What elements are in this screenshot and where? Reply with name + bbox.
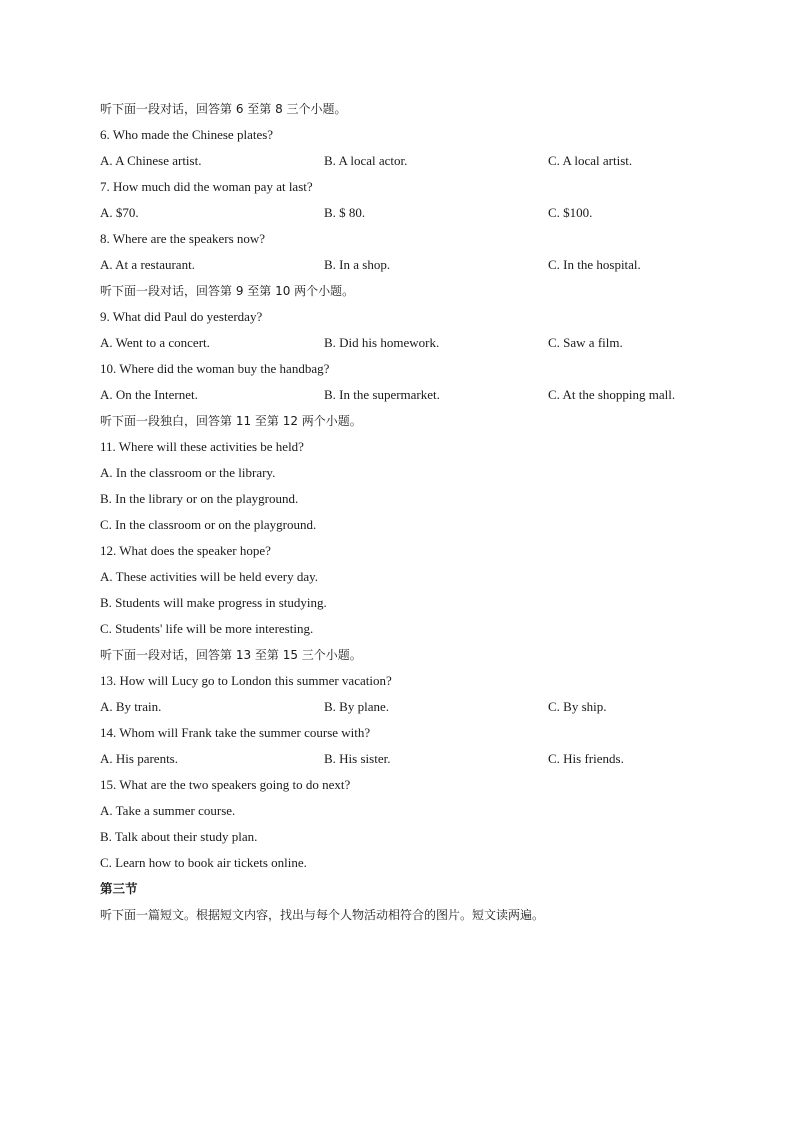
option-14-b: B. His sister. xyxy=(324,751,391,766)
question-14: 14. Whom will Frank take the summer course with? xyxy=(100,725,371,740)
option-11-c: C. In the classroom or on the playground. xyxy=(100,517,317,532)
option-6-a: A. A Chinese artist. xyxy=(100,153,202,168)
option-7-b: B. $ 80. xyxy=(324,205,366,220)
option-9-b: B. Did his homework. xyxy=(324,335,440,350)
question-6: 6. Who made the Chinese plates? xyxy=(100,127,274,142)
question-12: 12. What does the speaker hope? xyxy=(100,543,271,558)
option-10-c: C. At the shopping mall. xyxy=(548,387,676,402)
option-15-b: B. Talk about their study plan. xyxy=(100,829,258,844)
option-12-c: C. Students' life will be more interesting. xyxy=(100,621,314,636)
question-11: 11. Where will these activities be held? xyxy=(100,439,304,454)
option-9-a: A. Went to a concert. xyxy=(100,335,210,350)
option-10-b: B. In the supermarket. xyxy=(324,387,440,402)
option-13-c: C. By ship. xyxy=(548,699,607,714)
instruction-q6-8: 听下面一段对话，回答第 6 至第 8 三个小题。 xyxy=(100,102,347,116)
option-11-b: B. In the library or on the playground. xyxy=(100,491,299,506)
instruction-q9-10: 听下面一段对话，回答第 9 至第 10 两个小题。 xyxy=(100,284,355,298)
option-10-a: A. On the Internet. xyxy=(100,387,198,402)
option-8-a: A. At a restaurant. xyxy=(100,257,195,272)
option-9-c: C. Saw a film. xyxy=(548,335,623,350)
instruction-q13-15: 听下面一段对话，回答第 13 至第 15 三个小题。 xyxy=(100,648,362,662)
option-11-a: A. In the classroom or the library. xyxy=(100,465,276,480)
option-8-c: C. In the hospital. xyxy=(548,257,641,272)
option-13-a: A. By train. xyxy=(100,699,162,714)
question-8: 8. Where are the speakers now? xyxy=(100,231,266,246)
question-13: 13. How will Lucy go to London this summer vacation? xyxy=(100,673,392,688)
option-14-a: A. His parents. xyxy=(100,751,178,766)
option-14-c: C. His friends. xyxy=(548,751,624,766)
option-7-a: A. $70. xyxy=(100,205,139,220)
option-7-c: C. $100. xyxy=(548,205,593,220)
instruction-q11-12: 听下面一段独白，回答第 11 至第 12 两个小题。 xyxy=(100,414,362,428)
question-15: 15. What are the two speakers going to do next? xyxy=(100,777,351,792)
option-8-b: B. In a shop. xyxy=(324,257,391,272)
option-15-c: C. Learn how to book air tickets online. xyxy=(100,855,307,870)
option-12-b: B. Students will make progress in studying. xyxy=(100,595,327,610)
option-12-a: A. These activities will be held every day. xyxy=(100,569,319,584)
question-7: 7. How much did the woman pay at last? xyxy=(100,179,313,194)
option-15-a: A. Take a summer course. xyxy=(100,803,236,818)
question-9: 9. What did Paul do yesterday? xyxy=(100,309,263,324)
option-6-b: B. A local actor. xyxy=(324,153,408,168)
question-10: 10. Where did the woman buy the handbag? xyxy=(100,361,330,376)
section-3-title: 第三节 xyxy=(100,881,138,896)
option-6-c: C. A local artist. xyxy=(548,153,633,168)
option-13-b: B. By plane. xyxy=(324,699,389,714)
section-3-instruction: 听下面一篇短文。根据短文内容，找出与每个人物活动相符合的图片。短文读两遍。 xyxy=(100,908,545,922)
